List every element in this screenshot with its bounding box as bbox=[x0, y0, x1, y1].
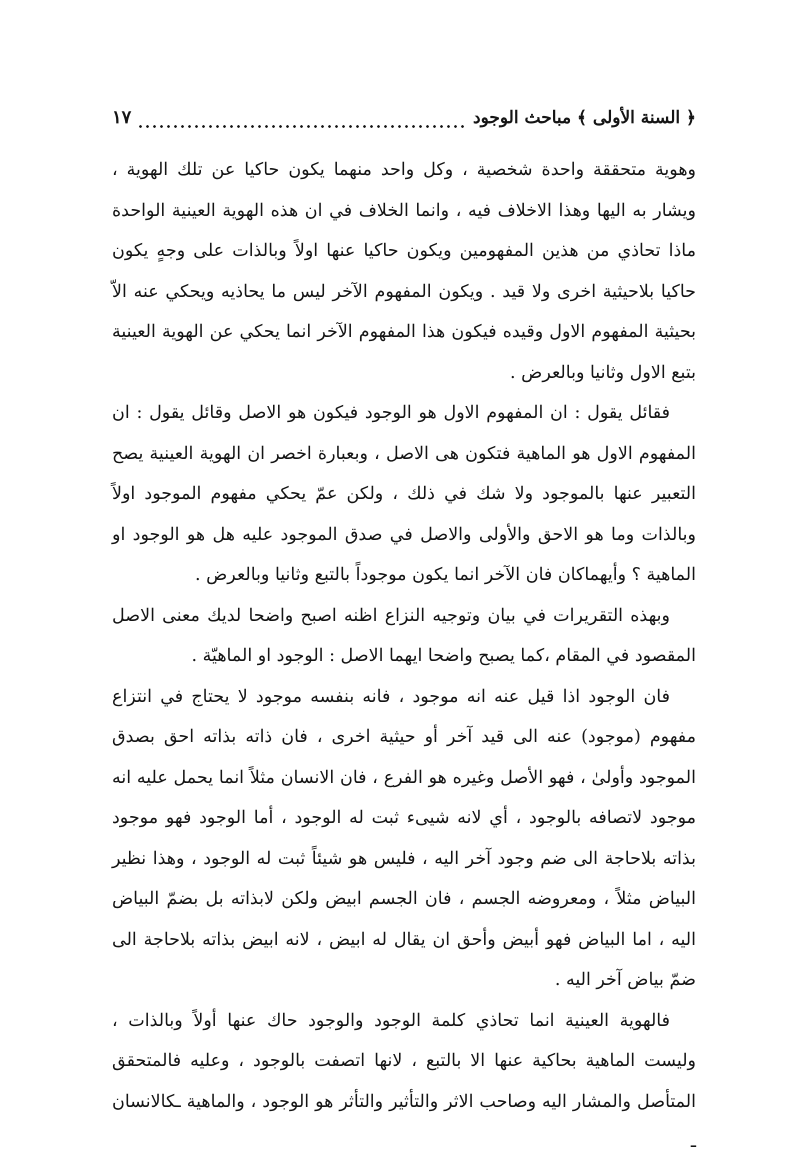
paragraph: فقائل يقول : ان المفهوم الاول هو الوجود فيكون هو الاصل وقائل يقول : ان المفهوم الاول هو الماهية فتكون هى الاصل ، وبعبارة اخصر ان الهوية العينية يصح التعبير عنها بالموجود ولا شك في ذلك ، ولكن عمّ يحكي مفهوم الموجود اولاً وبالذات وما هو الاحق والأولى والاصل في صدق الموجود عليه هل هو الوجود او الماهية ؟ وأيهماكان فان الآخر انما يكون موجوداً بالتبع وثانيا وبالعرض . bbox=[112, 403, 696, 585]
paragraph: وبهذه التقريرات في بيان وتوجيه النزاع اظنه اصبح واضحا لديك معنى الاصل المقصود في المقام ،كما يصبح واضحا ايهما الاصل : الوجود او الماهيّة . bbox=[112, 605, 696, 666]
body-text bbox=[112, 150, 696, 1163]
paragraph: وهوية متحققة واحدة شخصية ، وكل واحد منهما يكون حاكيا عن تلك الهوية ، ويشار به اليها وهذا الاخلاف فيه ، وانما الخلاف في ان هذه الهوية العينية الواحدة ماذا تحاذي من هذين المفهومين ويكون حاكيا عنها اولاً وبالذات على وجهٍ يكون حاكيا بلاحيثية اخرى ولا قيد . ويكون المفهوم الآخر ليس ما يحاذيه ويحكي عنه الاّ بحيثية المفهوم الاول وقيده فيكون هذا المفهوم الآخر انما يحكي عن الهوية العينية بتبع الاول وثانيا وبالعرض . bbox=[112, 160, 696, 383]
page-number: ١٧ bbox=[112, 107, 132, 128]
paragraph: فان الوجود اذا قيل عنه انه موجود ، فانه بنفسه موجود لا يحتاج في انتزاع مفهوم (موجود) عنه الى قيد آخر أو حيثية اخرى ، فان ذاته بذاته احق بصدق الموجود وأولىٰ ، فهو الأصل وغيره هو الفرع ، فان الانسان مثلاً انما يحمل عليه انه موجود لاتصافه بالوجود ، أي لانه شيىء ثبت له الوجود ، أما الوجود فهو موجود بذاته بلاحاجة الى ضم وجود آخر اليه ، فليس هو شيئاً ثبت له الوجود ، وهذا نظير البياض مثلاً ، ومعروضه الجسم ، فان الجسم ابيض ولكن لابذاته بل بضمّ البياض اليه ، اما البياض فهو أبيض وأحق ان يقال له ابيض ، لانه ابيض بذاته بلاحاجة الى ضمّ بياض آخر اليه . bbox=[112, 686, 696, 990]
page-header bbox=[112, 96, 696, 141]
dot-leader bbox=[137, 96, 467, 140]
running-head: ﴿ السنة الأولى ﴾ مباحث الوجود bbox=[473, 108, 696, 128]
paragraph: فالهوية العينية انما تحاذي كلمة الوجود والوجود حاك عنها أولاً وبالذات ، وليست الماهية بحاكية عنها الا بالتبع ، لانها اتصفت بالوجود ، وعليه فالمتحقق المتأصل والمشار اليه وصاحب الاثر والتأثير والتأثر هو الوجود ، والماهية ـكالانسان ـ bbox=[112, 1010, 696, 1152]
